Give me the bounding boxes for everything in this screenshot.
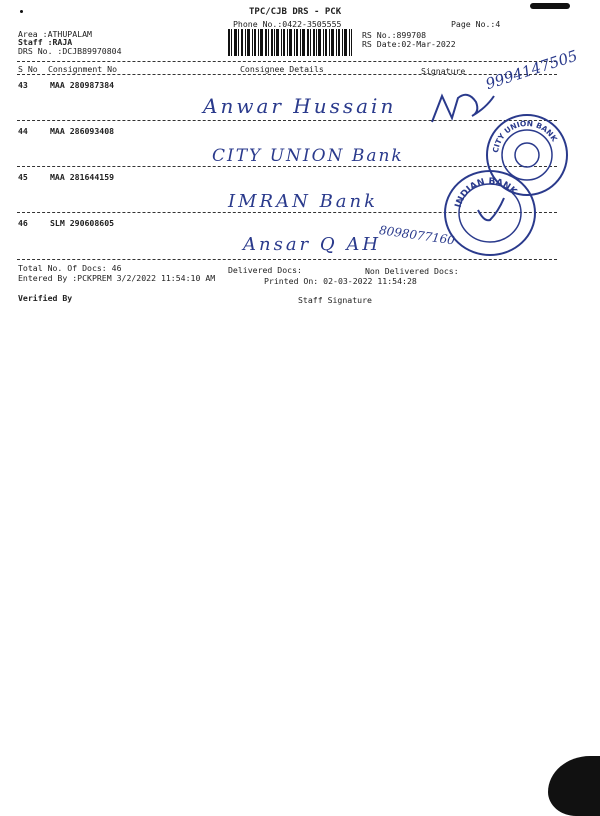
row-handwriting: Ansar Q AH <box>243 234 382 255</box>
total-docs: Total No. Of Docs: 46 <box>18 263 122 273</box>
entered-by: Entered By :PCKPREM 3/2/2022 11:54:10 AM <box>18 273 216 283</box>
row-sno: 44 <box>18 126 28 136</box>
row-sno: 45 <box>18 172 28 182</box>
signature-phone: 8098077160 <box>378 223 456 248</box>
stamp-text: INDIAN BANK <box>453 176 519 209</box>
verified-by: Verified By <box>18 293 73 303</box>
indian-bank-stamp <box>442 168 538 258</box>
barcode <box>228 29 352 56</box>
scan-artifact <box>548 756 600 816</box>
row-sno: 46 <box>18 218 28 228</box>
divider <box>17 61 557 62</box>
row-consignment: MAA 286093408 <box>50 126 115 136</box>
drs-number: DRS No. :DCJB89970804 <box>18 46 122 56</box>
row-consignment: SLM 290608605 <box>50 218 115 228</box>
signature-phone: 9994147505 <box>483 46 580 94</box>
page-number: Page No.:4 <box>451 19 501 29</box>
area-label: Area :ATHUPALAM <box>18 29 92 39</box>
staff-signature: Staff Signature <box>298 295 372 305</box>
delivered-docs: Delivered Docs: <box>228 265 302 275</box>
staff-label: Staff :RAJA <box>18 37 73 47</box>
row-sno: 43 <box>18 80 28 90</box>
stamp-text: CITY UNION BANK <box>491 118 560 154</box>
rs-date: RS Date:02-Mar-2022 <box>362 39 456 49</box>
scan-artifact <box>20 10 23 13</box>
printed-on: Printed On: 02-03-2022 11:54:28 <box>264 276 417 286</box>
column-header-consignment: Consignment No <box>48 64 118 74</box>
row-consignment: MAA 281644159 <box>50 172 115 182</box>
divider <box>17 259 557 260</box>
non-delivered-docs: Non Delivered Docs: <box>365 266 459 276</box>
scan-artifact <box>530 3 570 9</box>
column-header-consignee: Consignee Details <box>240 64 324 74</box>
phone-number: Phone No.:0422-3505555 <box>233 19 342 29</box>
row-consignment: MAA 280987384 <box>50 80 115 90</box>
rs-number: RS No.:899708 <box>362 30 427 40</box>
row-handwriting: Anwar Hussain <box>203 94 397 118</box>
divider <box>17 74 557 75</box>
column-header-signature: Signature <box>421 66 466 76</box>
divider <box>17 166 557 167</box>
document-title: TPC/CJB DRS - PCK <box>249 7 342 17</box>
svg-text:INDIAN BANK <box>454 177 519 209</box>
row-handwriting: CITY UNION Bank <box>212 146 404 166</box>
row-handwriting: IMRAN Bank <box>228 191 379 212</box>
column-header-sno: S No <box>18 64 38 74</box>
